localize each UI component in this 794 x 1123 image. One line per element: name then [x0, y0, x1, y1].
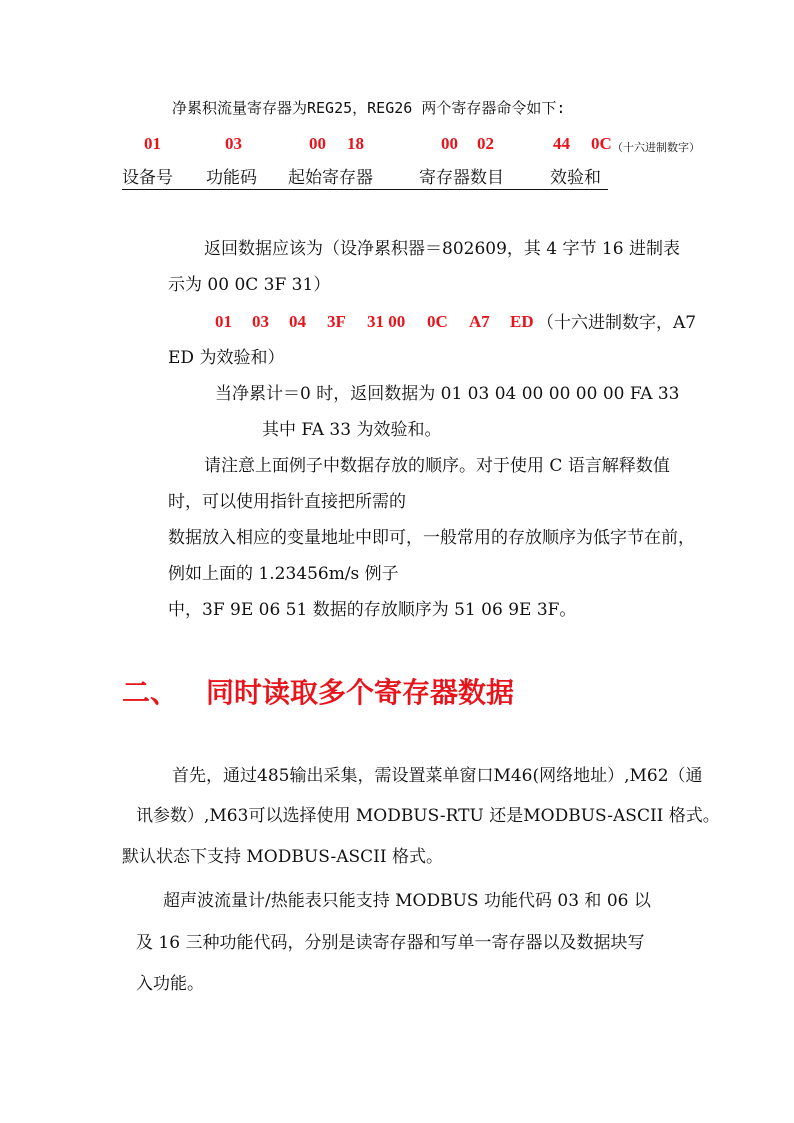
cmd-hex-note: （十六进制数字）	[612, 141, 700, 154]
para1-line2: 讯参数）,M63可以选择使用 MODBUS-RTU 还是MODBUS-ASCII 格式。	[136, 806, 720, 826]
section-number: 二、	[122, 676, 179, 709]
ret-byte-device: 01	[215, 312, 232, 331]
ret-byte-function: 03	[252, 312, 269, 331]
cmd-byte-crc-hi: 0C	[591, 134, 612, 153]
cmd-byte-crc-lo: 44	[553, 134, 570, 153]
zero-case-text: 当净累计＝0 时，返回数据为 01 03 04 00 00 00 00 FA 33	[215, 384, 680, 404]
command-labels-row	[122, 167, 608, 191]
section-title: 同时读取多个寄存器数据	[206, 676, 515, 709]
para2-line1: 超声波流量计/热能表只能支持 MODBUS 功能代码 03 和 06 以	[163, 891, 651, 911]
cmd-byte-count-hi: 00	[441, 134, 458, 153]
cmd-byte-device: 01	[144, 134, 161, 153]
labels-underline	[122, 189, 608, 190]
order-line3: 数据放入相应的变量地址中即可，一般常用的存放顺序为低字节在前，	[168, 528, 695, 548]
cmd-byte-start-hi: 00	[309, 134, 326, 153]
return-note-line2: ED 为效验和）	[168, 348, 285, 368]
ret-byte-data-3: 0C	[427, 312, 448, 331]
ret-byte-data-2: 31 00	[367, 312, 406, 331]
order-line2: 时，可以使用指针直接把所需的	[168, 492, 406, 512]
label-device: 设备号	[122, 168, 173, 188]
intro-text: 净累积流量寄存器为REG25，REG26 两个寄存器命令如下:	[172, 99, 566, 117]
checksum-note: 其中 FA 33 为效验和。	[262, 420, 442, 440]
return-note-line1: （十六进制数字，A7	[537, 313, 697, 333]
order-line5: 中，3F 9E 06 51 数据的存放顺序为 51 06 9E 3F。	[168, 600, 577, 620]
return-desc-line1: 返回数据应该为（设净累积器＝802609，其 4 字节 16 进制表	[204, 239, 680, 259]
label-checksum: 效验和	[550, 168, 601, 188]
return-desc-line2: 示为 00 0C 3F 31）	[168, 275, 331, 295]
cmd-byte-function: 03	[225, 134, 242, 153]
cmd-byte-start-lo: 18	[347, 134, 364, 153]
ret-byte-count: 04	[289, 312, 306, 331]
label-register-count: 寄存器数目	[419, 168, 504, 188]
label-function: 功能码	[206, 168, 257, 188]
ret-byte-crc-1: A7	[469, 312, 490, 331]
label-start-register: 起始寄存器	[288, 168, 373, 188]
ret-byte-crc-2: ED	[510, 312, 534, 331]
para1-line1: 首先，通过485输出采集，需设置菜单窗口M46(网络地址）,M62（通	[172, 766, 703, 786]
para2-line2: 及 16 三种功能代码，分别是读寄存器和写单一寄存器以及数据块写	[136, 933, 645, 953]
ret-byte-data-1: 3F	[327, 312, 346, 331]
order-line1: 请注意上面例子中数据存放的顺序。对于使用 C 语言解释数值	[204, 456, 670, 476]
order-line4: 例如上面的 1.23456m/s 例子	[168, 564, 399, 584]
cmd-byte-count-lo: 02	[477, 134, 494, 153]
para1-line3: 默认状态下支持 MODBUS-ASCII 格式。	[122, 847, 443, 867]
para2-line3: 入功能。	[136, 974, 204, 994]
